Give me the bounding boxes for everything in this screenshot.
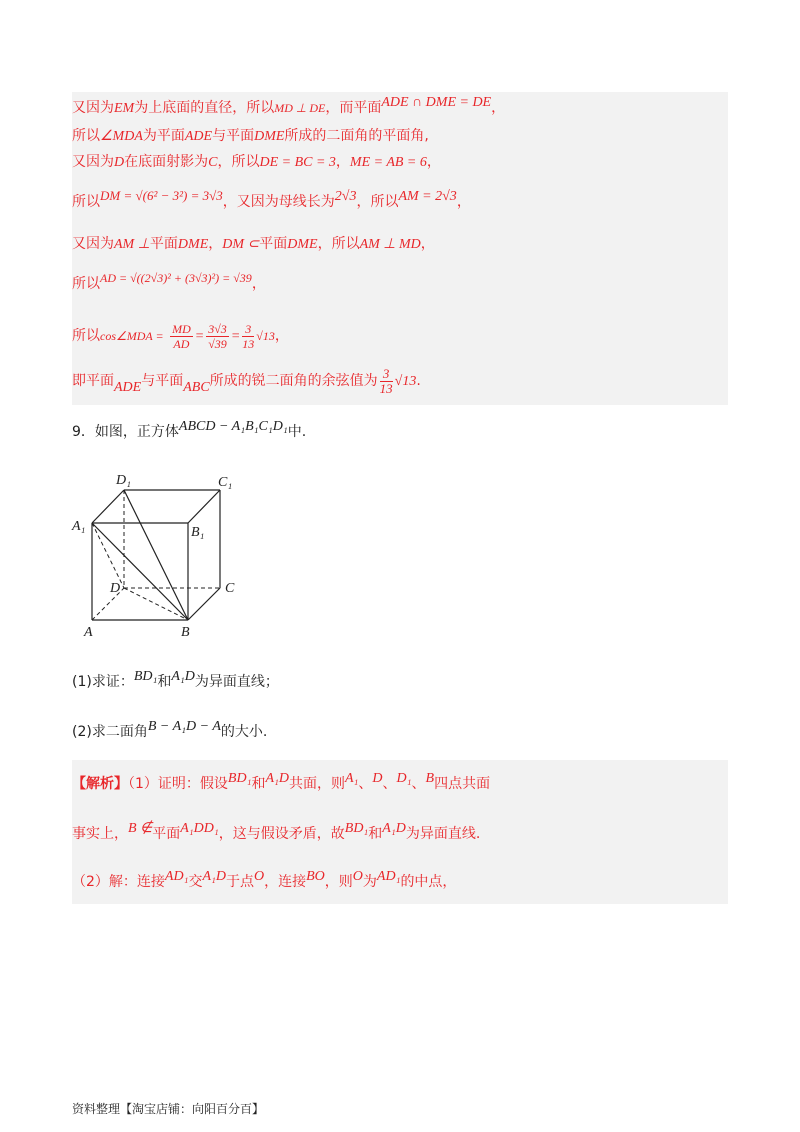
text: 平面 [152,826,181,842]
solution-line [72,95,506,119]
math: D₁ [396,771,412,786]
text: ， [208,236,223,252]
math: DME [254,129,285,144]
text: ，所以 [317,236,360,252]
math: = [194,329,205,344]
label-b1: B₁ [191,525,205,540]
solution-line [72,188,471,213]
numerator: 3 [380,367,393,382]
math: BD₁ [344,821,369,836]
text: 的大小. [220,724,268,740]
text: 9．如图，正方体 [72,424,179,440]
math: EM [114,101,135,116]
text: 即平面 [72,373,114,389]
numerator: MD [172,321,191,336]
label-d: D [110,581,121,596]
question-1 [72,669,279,693]
label-c: C [225,581,235,596]
math: AM ⊥ [114,237,150,252]
text: ， [491,100,506,116]
text: 所成的二面角的平面角, [284,128,429,144]
label-a: A [84,625,93,640]
solution-line [72,234,435,255]
text: ， [426,154,441,170]
text: 又因为 [72,100,114,116]
text: 所以 [72,328,100,344]
text: ，所以 [356,194,399,210]
edge-bc [188,588,220,620]
text: ， [456,194,471,210]
text: 于点 [225,874,254,890]
text: . [416,373,421,389]
math: AD₁ [376,869,401,884]
text: 又因为 [72,154,114,170]
math: 2√3 [334,189,357,204]
text: ， [335,154,350,170]
text: 和 [157,674,172,690]
text: 四点共面 [434,776,491,792]
text: （1）证明：假设 [128,776,228,792]
text: ，连接 [264,874,307,890]
math: D [372,771,383,786]
math: ∠MDA [100,129,143,144]
text: 为异面直线； [194,674,279,690]
hidden-diag-db [124,588,188,620]
text: ， [420,236,435,252]
text: 又因为 [72,236,114,252]
math: B − A₁D − A [147,719,221,734]
math: O [253,869,265,884]
text: （2）解：连接 [72,874,165,890]
denominator: AD [173,336,190,351]
solution-box-top [72,92,728,405]
diag-a1b [92,523,188,620]
math: ABCD − A₁B₁C₁D₁ [178,419,288,434]
text: 平面 [149,236,178,252]
solution-line [72,320,289,353]
question-2 [72,719,268,743]
math: ME = AB = 6 [349,155,427,170]
math: √13 [256,329,275,343]
math: DM = √(6² − 3²) = 3√3 [100,188,223,203]
text: ，而平面 [325,100,382,116]
math: cos∠MDA = [100,329,164,343]
math: √13 [394,374,417,389]
math: DME [177,237,209,252]
math: BO [306,869,325,884]
numerator: 3√3 [208,321,227,336]
fraction [170,322,193,351]
text: 为异面直线. [405,826,481,842]
math: A₁D [382,821,406,836]
text: 所以 [72,194,100,210]
label-a1: A₁ [72,519,86,534]
math: A₁DD₁ [180,821,219,836]
text: (2)求二面角 [72,724,148,740]
text: ，又因为母线长为 [222,194,335,210]
math: ADE [184,129,213,144]
denominator: 13 [379,380,393,396]
text: ， [274,328,289,344]
math: ADE ∩ DME = DE [381,95,492,110]
text: 所以 [72,276,100,292]
fraction [380,367,393,396]
text: 和 [368,826,383,842]
text: 在底面射影为 [124,154,209,170]
text: 、 [358,776,373,792]
text: 所成的锐二面角的余弦值为 [209,373,378,389]
text: 、 [382,776,397,792]
fraction [242,322,254,351]
text: ，这与假设矛盾，故 [218,826,345,842]
math: BD₁ [133,669,158,684]
math: A₁D [171,669,195,684]
text: 为上底面的直径，所以 [134,100,275,116]
math: ADE [114,380,142,395]
solution-line [72,771,491,795]
text: 中. [287,424,307,440]
denominator: 13 [242,336,255,351]
math: D [114,155,125,170]
text: 和 [251,776,266,792]
text: (1)求证： [72,674,134,690]
cube-figure [68,468,268,648]
solution-line [72,126,429,147]
math: AD = √((2√3)² + (3√3)²) = √39 [100,271,252,285]
text: ，则 [324,874,353,890]
math: B [425,771,435,786]
solution-line [72,152,441,173]
text: 的中点， [400,874,457,890]
text: 与平面 [141,373,184,389]
math: A₁ [344,771,359,786]
problem-title [72,419,307,443]
math: AM ⊥ MD [359,237,421,252]
math: B ∉ [128,821,153,836]
math: O [352,869,363,884]
solution-line [72,271,266,294]
solution-line [72,869,457,893]
text: 交 [188,874,203,890]
text: ， [251,276,266,292]
solution-box-bottom [72,760,728,904]
analysis-tag: 【解析】 [72,776,128,792]
diag-d1b [124,490,188,620]
text: 为 [362,874,377,890]
denominator: √39 [208,336,227,351]
hidden-diag-a1d [92,523,124,588]
math: A₁D [202,869,226,884]
label-d1: D₁ [116,473,131,488]
solution-line [72,364,421,399]
math: BD₁ [227,771,252,786]
page-footer: 资料整理【淘宝店铺：向阳百分百】 [72,1102,265,1116]
math: DE = BC = 3 [259,155,336,170]
math: DME [287,237,318,252]
text: 事实上， [72,826,128,842]
text: 为平面 [142,128,185,144]
math: AD₁ [164,869,189,884]
text: 与平面 [212,128,255,144]
math: A₁D [265,771,289,786]
math: AM = 2√3 [398,189,457,204]
math: MD ⊥ DE [274,101,326,115]
text: ，所以 [217,154,260,170]
edge-b1c1 [188,490,220,523]
math: C [208,155,218,170]
math: = [230,329,241,344]
solution-line [72,821,481,845]
edge-a1d1 [92,490,124,523]
label-b: B [181,625,190,640]
text: 所以 [72,128,100,144]
fraction [206,322,229,351]
text: 平面 [259,236,288,252]
math: DM ⊂ [222,237,260,252]
text: 共面，则 [288,776,345,792]
numerator: 3 [242,322,254,337]
text: 、 [411,776,426,792]
math: ABC [183,380,210,395]
label-c1: C₁ [218,475,233,490]
